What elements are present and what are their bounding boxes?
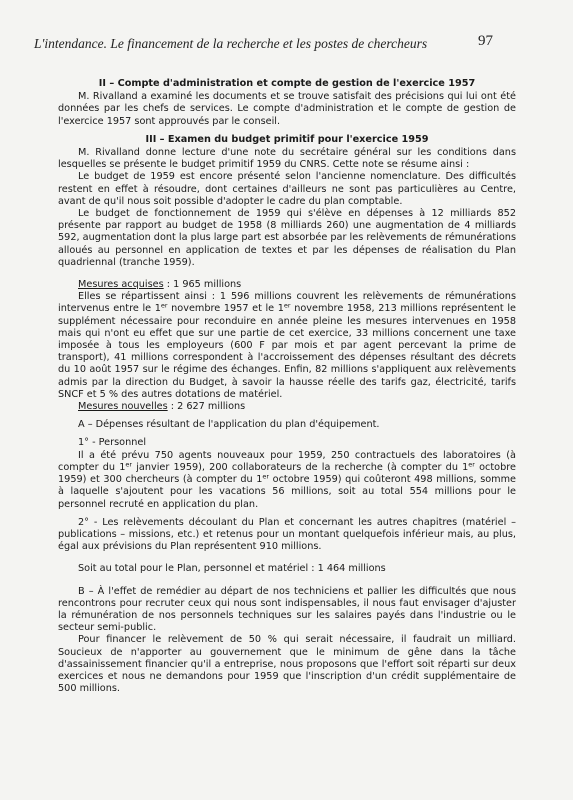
paragraph: 2° - Les relèvements découlant du Plan et concernant les autres chapitres (matériel – publications – missions, etc.) et retenus pour un montant quelquefois inférieur mais, au plus, égal aux prévisions du Plan représentent 910 millions. [58, 516, 516, 553]
paragraph [58, 450, 516, 511]
subsection-a-heading: A – Dépenses résultant de l'application du plan d'équipement. [78, 419, 380, 431]
paragraph: M. Rivalland donne lecture d'une note du secrétaire général sur les conditions dans lesquelles se présente le budget primitif 1959 du CNRS. Cette note se résume ainsi : [58, 147, 516, 171]
superscript: er [262, 472, 270, 481]
running-header: L'intendance. Le financement de la recherche et les postes de chercheurs [34, 36, 428, 51]
mesures-nouvelles-line [58, 401, 516, 413]
paragraph: M. Rivalland a examiné les documents et se trouve satisfait des précisions qui lui ont été données par les chefs de services. Le compte d'administration et le compte de gestion de l'exercice 1957 sont approuvés par le conseil. [58, 91, 516, 127]
text-run: octobre 1959) qui coûteront 498 millions, somme à laquelle s'ajoutent pour les vacations 56 millions, soit au total 554 millions pour le personnel recruté en application du plan. [58, 474, 517, 510]
text-run: janvier 1959), 200 collaborateurs de la recherche (à compter du 1 [132, 461, 469, 473]
section-heading-iii: III – Examen du budget primitif pour l'exercice 1959 [145, 133, 429, 145]
mesures-nouvelles-label: Mesures nouvelles [78, 401, 168, 413]
page-number: 97 [478, 33, 493, 49]
plan-total-line: Soit au total pour le Plan, personnel et matériel : 1 464 millions [78, 563, 386, 575]
personnel-heading: 1° - Personnel [78, 437, 147, 449]
superscript: er [283, 301, 291, 310]
mesures-nouvelles-amount: : 2 627 millions [167, 401, 246, 413]
text-run: Elles se répartissent ainsi : 1 596 millions couvrent les relèvements de rémunérations intervenus entre le 1 [58, 291, 516, 315]
paragraph: Le budget de 1959 est encore présenté selon l'ancienne nomenclature. Des difficultés restent en effet à résoudre, dont certaines d'ailleurs ne sont pas particulières au Centre, avant de qu'il nous soit possible d'adopter le cadre du plan comptable. [58, 171, 516, 207]
superscript: er [468, 460, 475, 469]
mesures-acquises-amount: : 1 965 millions [163, 279, 242, 291]
document-body [58, 78, 516, 695]
paragraph: B – À l'effet de remédier au départ de nos techniciens et pallier les difficultés que nous rencontrons pour recruter ceux qui nous sont indispensables, il nous faut envisager d'ajuster la rémunération de nos personnels techniques sur les salaires payés dans l'industrie ou le secteur semi-public. [58, 585, 516, 634]
text-run: Il a été prévu 750 agents nouveaux pour 1959, 250 contractuels des laboratoires (à compter du 1 [58, 449, 516, 473]
mesures-acquises-label: Mesures acquises [78, 279, 164, 291]
section-heading-ii: II – Compte d'administration et compte de gestion de l'exercice 1957 [98, 78, 476, 89]
paragraph: Le budget de fonctionnement de 1959 qui s'élève en dépenses à 12 milliards 852 présente par rapport au budget de 1958 (8 milliards 260) une augmentation de 4 milliards 592, augmentation dont la plus large part est absorbée par les relèvements de rémunérations alloués au personnel en application de textes et par les dépenses de réalisation du Plan quadriennal (tranche 1959). [58, 208, 516, 268]
text-run: novembre 1957 et le 1 [167, 303, 284, 315]
text-run: novembre 1958, 213 millions représentent le supplément nécessaire pour reconduire en année pleine les mesures intervenues en 1958 mais qui n'ont eu effet que sur une partie de cet exercice, 33 millions concernent une taxe imposée à tous les employeurs (600 F par mois et par agent percevant la prime de transport), 41 millions correspondent à l'accroissement des dépenses résultant des décrets du 10 août 1957 sur le régime des échanges. Enfin, 82 millions s'appliquent aux relèvements admis par la direction du Budget, à savoir la hausse réelle des tarifs gaz, électricité, tarifs SNCF et 5 % des autres dotations de matériel. [58, 303, 516, 400]
superscript: er [125, 460, 133, 469]
superscript: er [160, 301, 168, 310]
mesures-acquises-line [58, 279, 516, 291]
paragraph: Pour financer le relèvement de 50 % qui serait nécessaire, il faudrait un milliard. Soucieux de n'apporter au gouvernement que le minimum de gêne dans la tâche d'assainissement financier qu'il a entreprise, nous proposons que l'effort soit réparti sur deux exercices et nous ne demandons pour 1959 que l'inscription d'un crédit supplémentaire de 500 millions. [58, 634, 516, 695]
text-run: octobre 1959) et 300 chercheurs (à compter du 1 [58, 461, 516, 486]
paragraph [58, 291, 516, 401]
